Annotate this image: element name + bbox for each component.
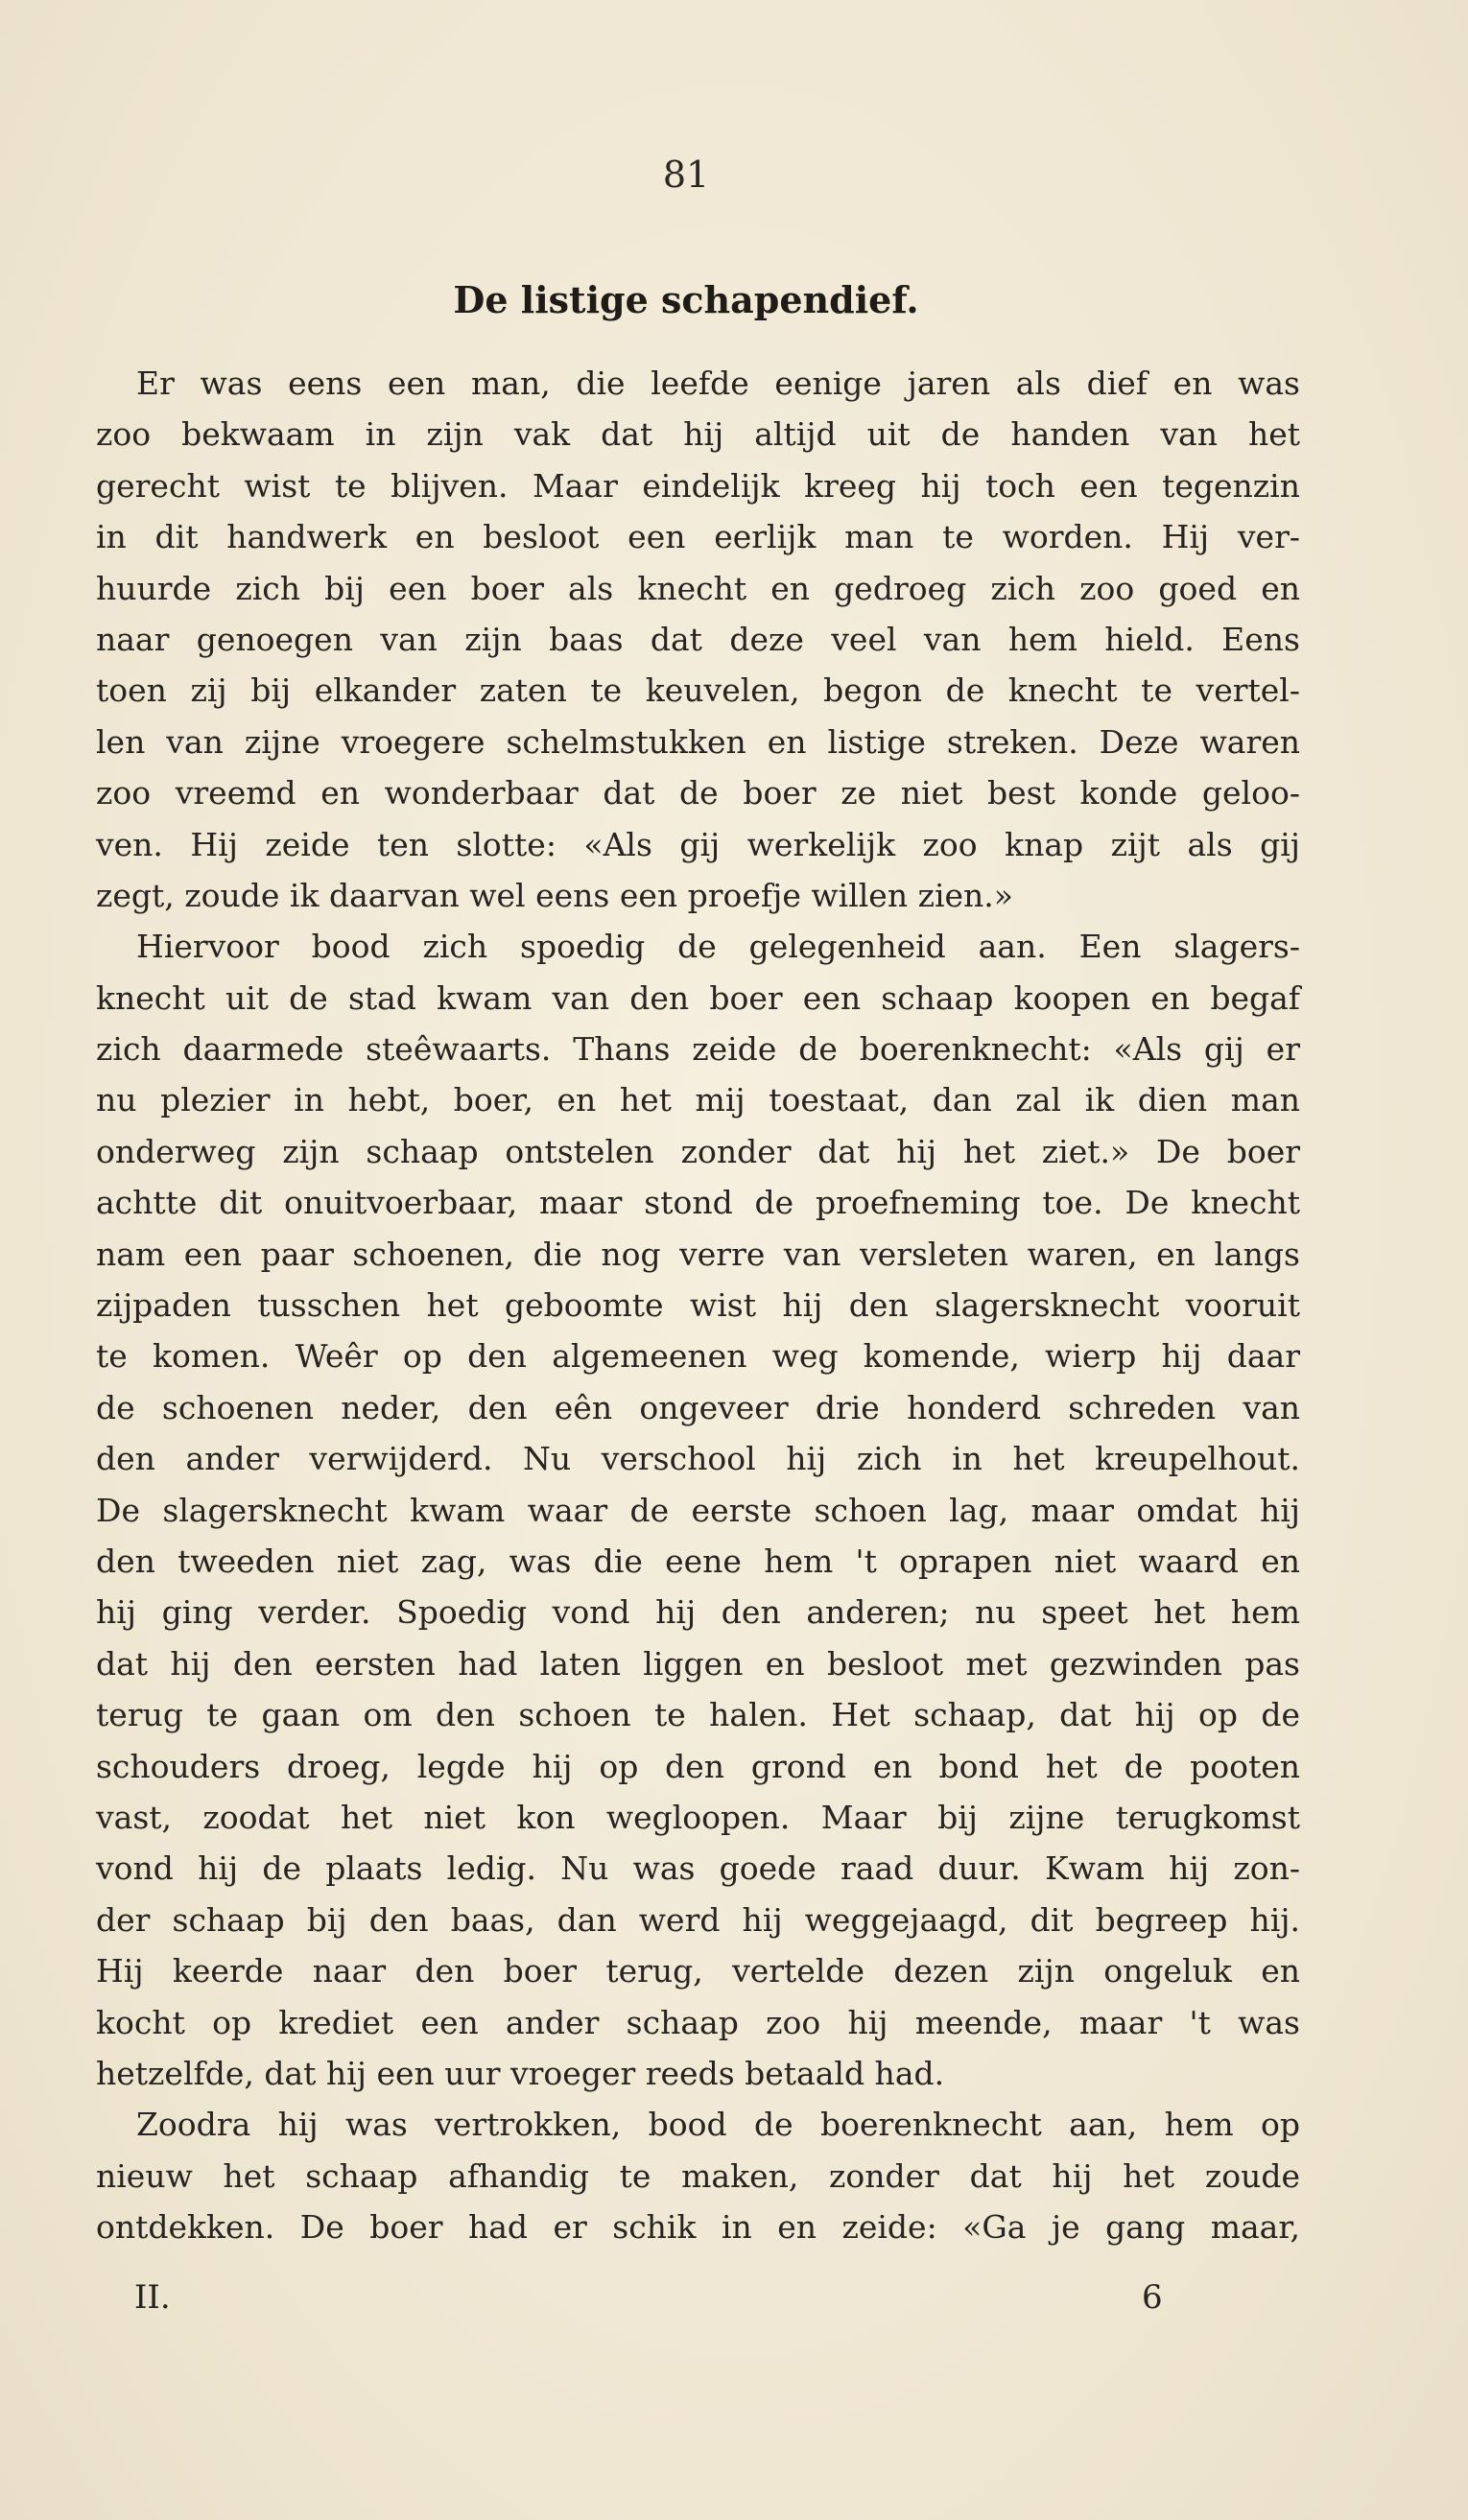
text-line: onderweg zijn schaap ontstelen zonder dat hij het ziet.» De boer bbox=[96, 1132, 1300, 1170]
text-line: gerecht wist te blijven. Maar eindelijk kreeg hij toch een tegenzin bbox=[96, 466, 1300, 505]
text-line: den ander verwijderd. Nu verschool hij zich in het kreupelhout. bbox=[96, 1440, 1300, 1478]
text-line: De slagersknecht kwam waar de eerste schoen lag, maar omdat hij bbox=[96, 1491, 1300, 1529]
text-line: terug te gaan om den schoen te halen. Het schaap, dat hij op de bbox=[96, 1696, 1300, 1734]
text-line: nieuw het schaap afhandig te maken, zonder dat hij het zoude bbox=[96, 2156, 1300, 2195]
text-line: hetzelfde, dat hij een uur vroeger reeds betaald had. bbox=[96, 2054, 945, 2092]
text-line: te komen. Weêr op den algemeenen weg komende, wierp hij daar bbox=[96, 1337, 1300, 1376]
text-line: de schoenen neder, den eên ongeveer drie honderd schreden van bbox=[96, 1388, 1300, 1426]
story-body bbox=[96, 358, 1300, 2252]
text-line: knecht uit de stad kwam van den boer een schaap koopen en begaf bbox=[96, 978, 1300, 1017]
text-line: len van zijne vroegere schelmstukken en listige streken. Deze waren bbox=[96, 722, 1300, 761]
text-line: zoo vreemd en wonderbaar dat de boer ze niet best konde geloo- bbox=[96, 774, 1300, 813]
text-line: Zoodra hij was vertrokken, bood de boerenknecht aan, hem op bbox=[136, 2106, 1300, 2144]
text-line: achtte dit onuitvoerbaar, maar stond de proefneming toe. De knecht bbox=[96, 1184, 1300, 1222]
text-line: zegt, zoude ik daarvan wel eens een proefje willen zien.» bbox=[96, 876, 1013, 914]
text-line: Hij keerde naar den boer terug, vertelde dezen zijn ongeluk en bbox=[96, 1952, 1300, 1990]
text-line: nu plezier in hebt, boer, en het mij toestaat, dan zal ik dien man bbox=[96, 1081, 1300, 1119]
text-line: ven. Hij zeide ten slotte: «Als gij werkelijk zoo knap zijt als gij bbox=[96, 825, 1300, 863]
text-line: in dit handwerk en besloot een eerlijk man te worden. Hij ver- bbox=[96, 518, 1300, 556]
text-line: kocht op krediet een ander schaap zoo hij meende, maar 't was bbox=[96, 2003, 1300, 2041]
text-line: vond hij de plaats ledig. Nu was goede raad duur. Kwam hij zon- bbox=[96, 1849, 1300, 1888]
text-line: hij ging verder. Spoedig vond hij den anderen; nu speet het hem bbox=[96, 1593, 1300, 1632]
text-line: huurde zich bij een boer als knecht en gedroeg zich zoo goed en bbox=[96, 569, 1300, 607]
text-line: zijpaden tusschen het geboomte wist hij den slagersknecht vooruit bbox=[96, 1286, 1300, 1325]
text-line: zich daarmede steêwaarts. Thans zeide de boerenknecht: «Als gij er bbox=[96, 1030, 1300, 1069]
text-line: Hiervoor bood zich spoedig de gelegenheid aan. Een slagers- bbox=[136, 928, 1300, 966]
text-line: Er was eens een man, die leefde eenige jaren als dief en was bbox=[136, 365, 1300, 402]
signature-number: 6 bbox=[1142, 2278, 1163, 2317]
text-line: zoo bekwaam in zijn vak dat hij altijd uit de handen van het bbox=[96, 415, 1300, 454]
page-number: 81 bbox=[662, 153, 710, 196]
text-line: der schaap bij den baas, dan werd hij weggejaagd, dit begreep hij. bbox=[96, 1900, 1300, 1939]
text-line: ontdekken. De boer had er schik in en zeide: «Ga je gang maar, bbox=[96, 2208, 1300, 2247]
text-line: toen zij bij elkander zaten te keuvelen, begon de knecht te vertel- bbox=[96, 671, 1300, 710]
story-title: De listige schapendief. bbox=[453, 278, 919, 321]
text-line: schouders droeg, legde hij op den grond en bond het de pooten bbox=[96, 1747, 1300, 1785]
text-line: nam een paar schoenen, die nog verre van versleten waren, en langs bbox=[96, 1235, 1300, 1273]
text-line: vast, zoodat het niet kon wegloopen. Maar bij zijne terugkomst bbox=[96, 1798, 1300, 1836]
text-line: dat hij den eersten had laten liggen en besloot met gezwinden pas bbox=[96, 1644, 1300, 1683]
text-line: naar genoegen van zijn baas dat deze veel van hem hield. Eens bbox=[96, 620, 1300, 658]
signature-mark: II. bbox=[134, 2278, 171, 2317]
text-line: den tweeden niet zag, was die eene hem 't oprapen niet waard en bbox=[96, 1542, 1300, 1580]
